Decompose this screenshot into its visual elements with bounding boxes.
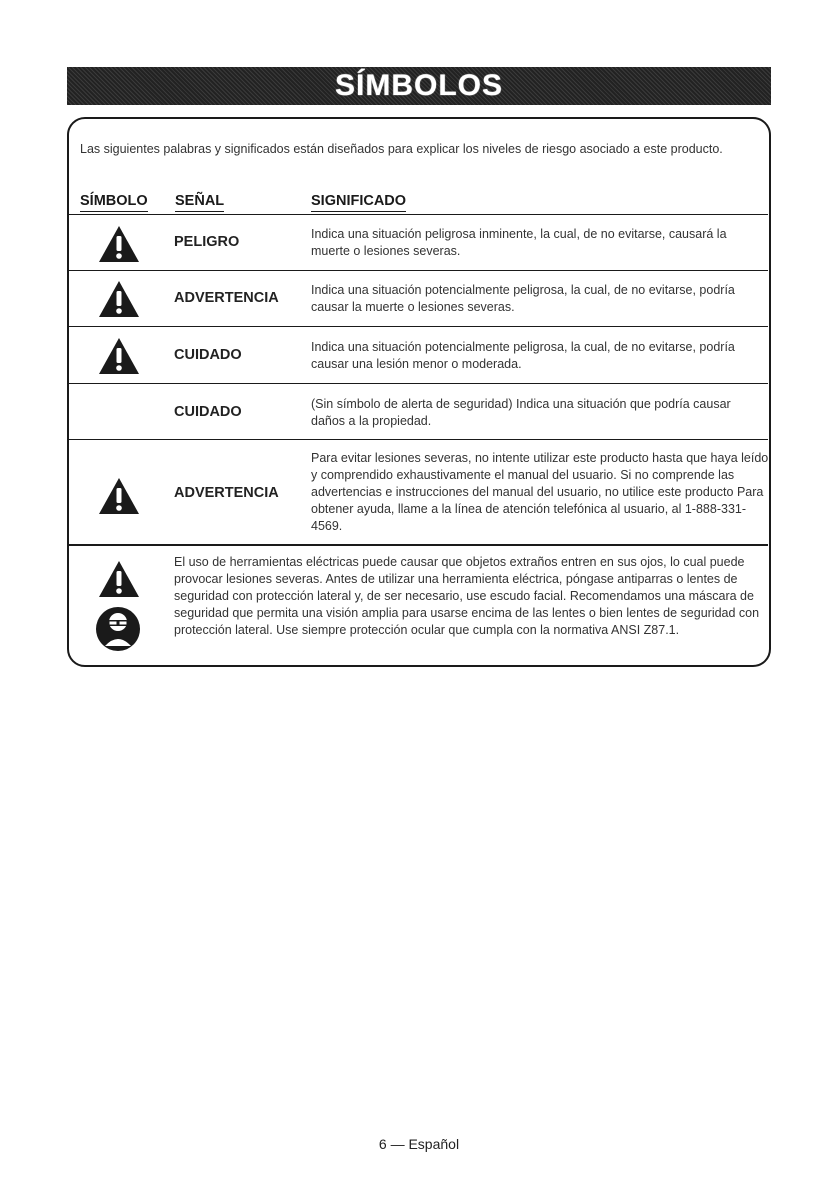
- warning-triangle-icon: [97, 476, 141, 516]
- page-title: SÍMBOLOS: [334, 69, 503, 102]
- table-row: [67, 327, 768, 384]
- signal-word: ADVERTENCIA: [174, 485, 279, 501]
- eye-protection-section: [67, 545, 768, 662]
- table-row: [67, 214, 768, 271]
- signal-word: ADVERTENCIA: [174, 290, 279, 306]
- column-header-symbol: SÍMBOLO: [80, 193, 148, 212]
- table-row: [67, 270, 768, 327]
- signal-word: PELIGRO: [174, 234, 240, 250]
- signal-word: CUIDADO: [174, 347, 242, 363]
- column-header-signal: SEÑAL: [175, 193, 224, 212]
- meaning-text: Indica una situación potencialmente peligrosa, la cual, de no evitarse, podría causar una lesión menor o moderada.: [311, 340, 735, 371]
- warning-triangle-icon: [97, 559, 141, 599]
- warning-triangle-icon: [97, 336, 141, 376]
- intro-text: Las siguientes palabras y significados están diseñados para explicar los niveles de riesgo asociado a este producto.: [80, 142, 723, 156]
- table-row: [67, 440, 768, 545]
- meaning-text: Indica una situación potencialmente peligrosa, la cual, de no evitarse, podría causar la muerte o lesiones severas.: [311, 283, 735, 314]
- safety-glasses-icon: [95, 606, 141, 652]
- meaning-text: (Sin símbolo de alerta de seguridad) Indica una situación que podría causar daños a la propiedad.: [311, 397, 731, 428]
- page-footer: 6 — Español: [378, 1136, 460, 1152]
- signal-word: CUIDADO: [174, 404, 242, 420]
- meaning-text: Para evitar lesiones severas, no intente utilizar este producto hasta que haya leído y comprendido exhaustivamente el manual del usuario. Si no comprende las advertencias e instrucciones del manual del usuario, no utilice este producto Para obtener ayuda, llame a la línea de atención telefónica al usuario, al 1-888-331-4569.: [311, 451, 769, 533]
- eye-protection-text: El uso de herramientas eléctricas puede causar que objetos extraños entren en sus ojos, lo cual puede provocar lesiones severas. Antes de utilizar una herramienta eléctrica, póngase antiparras o lentes de seguridad con protección lateral y, de ser necesario, use escudo facial. Recomendamos una máscara de seguridad que permita una visión amplia para usarse encima de las lentes o bien lentes de seguridad con protección lateral. Use siempre protección ocular que cumpla con la normativa ANSI Z87.1.: [174, 555, 760, 637]
- title-banner: [67, 67, 771, 105]
- warning-triangle-icon: [97, 279, 141, 319]
- warning-triangle-icon: [97, 224, 141, 264]
- table-row: [67, 384, 768, 440]
- meaning-text: Indica una situación peligrosa inminente, la cual, de no evitarse, causará la muerte o lesiones severas.: [311, 227, 727, 258]
- column-header-meaning: SIGNIFICADO: [311, 193, 406, 212]
